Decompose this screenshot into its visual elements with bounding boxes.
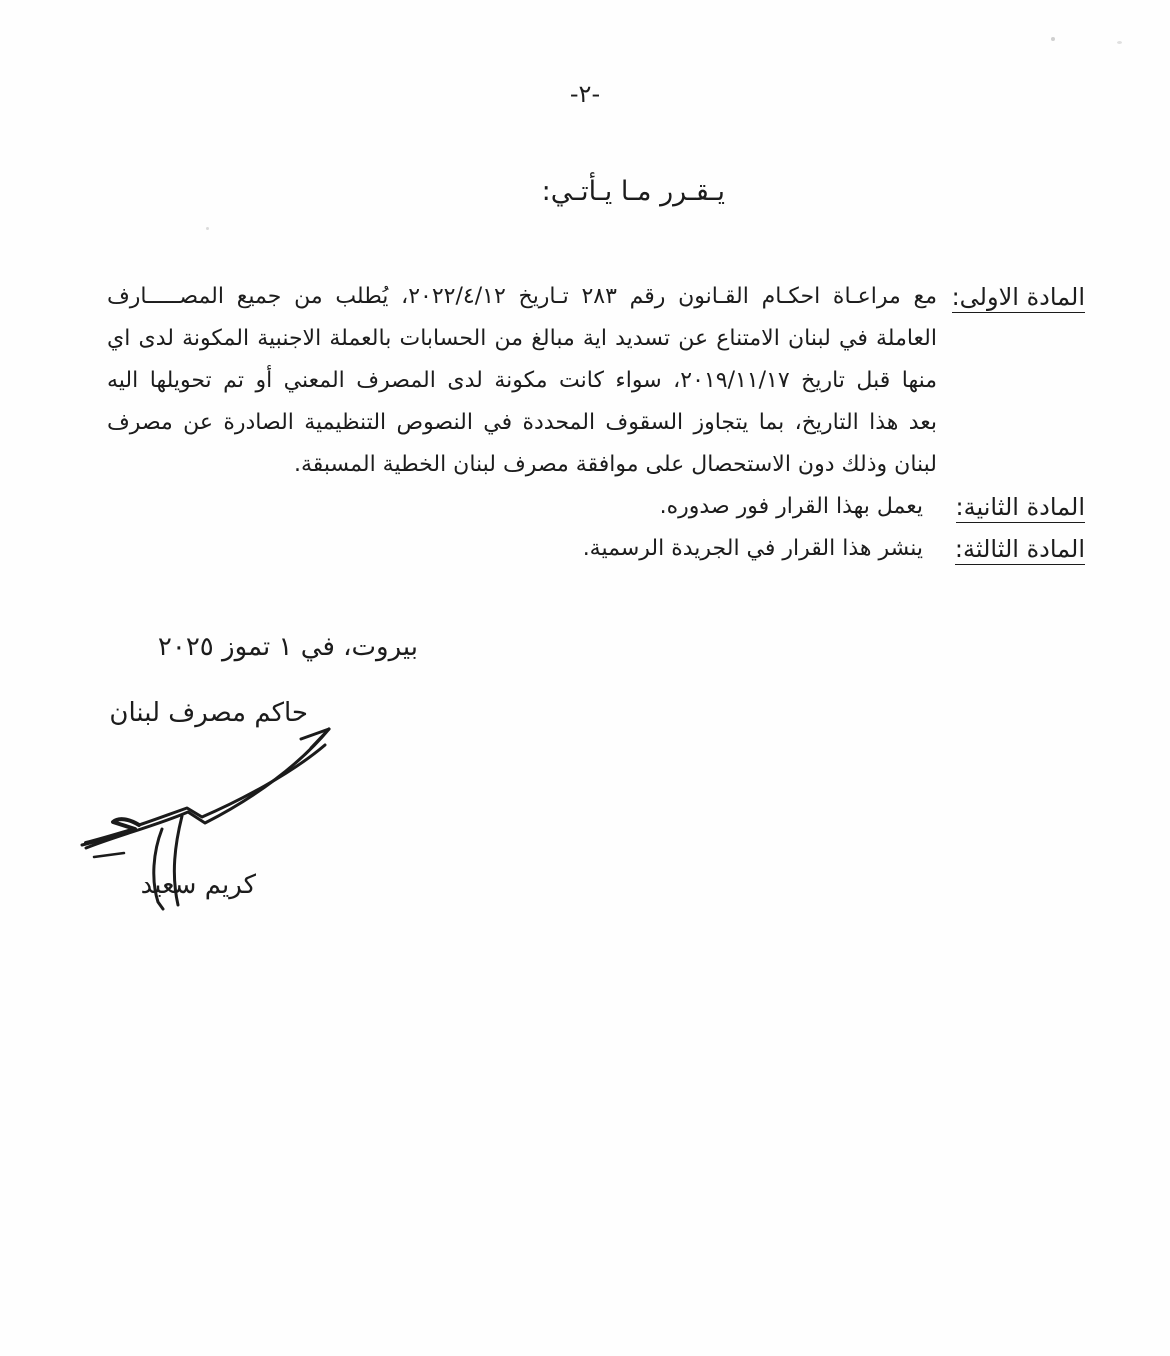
article-two-row: [107, 486, 1085, 528]
scan-speck-icon: [1051, 37, 1055, 41]
articles-section: [107, 276, 1085, 570]
article-three-label-cell: [943, 528, 1085, 570]
article-one-line-1: مع مراعـاة احكـام القـانون رقم ٢٨٣ تـاريخ ٢٠٢٢/٤/١٢، يُطلب من جميع المصـــــارف: [107, 284, 937, 309]
scan-speck-icon: [206, 227, 209, 230]
article-one-line-3: منها قبل تاريخ ٢٠١٩/١١/١٧، سواء كانت مكونة لدى المصرف المعني أو تم تحويلها اليه: [107, 368, 938, 393]
place-and-date-line: بيروت، في ١ تموز ٢٠٢٥: [157, 632, 418, 662]
article-one-label: المادة الاولى:: [951, 283, 1085, 311]
article-three-text: ينشر هذا القرار في الجريدة الرسمية.: [582, 536, 923, 561]
article-one-body: [107, 276, 937, 486]
handwritten-signature-icon: [58, 712, 350, 924]
article-one-line-2: العاملة في لبنان الامتناع عن تسديد اية مبالغ من الحسابات بالعملة الاجنبية المكونة لدى اي: [107, 326, 937, 351]
page-number: -٢-: [569, 80, 601, 108]
article-one-line-4: بعد هذا التاريخ، بما يتجاوز السقوف المحددة في النصوص التنظيمية الصادرة عن مصرف: [107, 410, 937, 435]
article-two-label: المادة الثانية:: [955, 493, 1085, 521]
decree-intro-line: يـقـرر مـا يـأتـي:: [541, 176, 725, 207]
article-one-line-5: لبنان وذلك دون الاستحصال على موافقة مصرف لبنان الخطية المسبقة.: [293, 452, 937, 477]
scan-speck-icon: [1117, 41, 1122, 44]
article-one-row: [107, 276, 1085, 486]
article-two-label-cell: [943, 486, 1085, 528]
signatory-name: كريم سعيد: [140, 870, 256, 900]
article-two-text: يعمل بهذا القرار فور صدوره.: [659, 494, 923, 519]
article-three-label: المادة الثالثة:: [954, 535, 1085, 563]
article-one-label-cell: [943, 276, 1085, 318]
signatory-title: حاكم مصرف لبنان: [109, 698, 308, 728]
article-three-row: [107, 528, 1085, 570]
